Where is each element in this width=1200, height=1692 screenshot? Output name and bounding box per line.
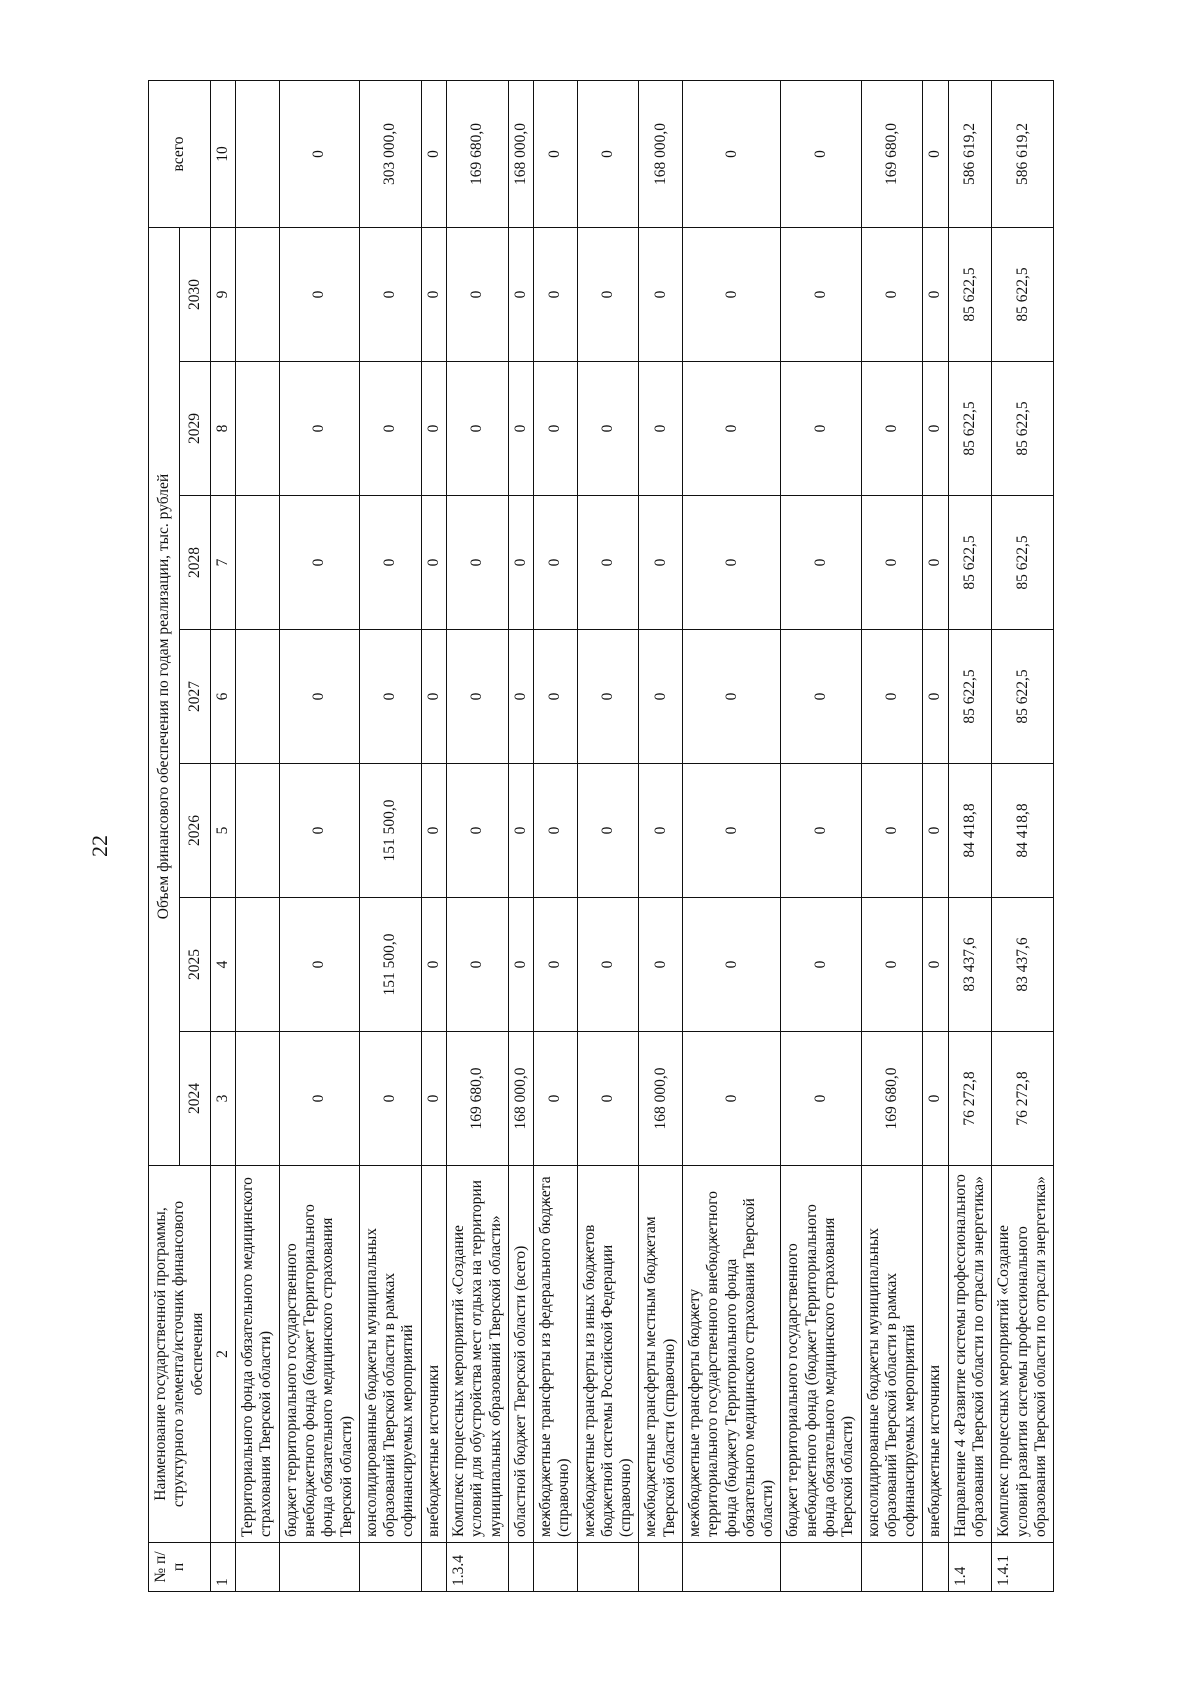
row-value: 0 [577,630,639,764]
row-total: 169 680,0 [861,81,923,228]
row-name: Комплекс процессных мероприятий «Создание условий для обустройства мест отдыха на территории муниципальных образований Тверской области» [446,1166,508,1543]
row-value: 0 [639,898,683,1032]
row-value: 0 [279,630,359,764]
row-value: 84 418,8 [948,764,992,898]
table-row [639,81,683,1592]
budget-table [148,80,1054,1592]
row-value: 168 000,0 [639,1032,683,1166]
header-year: 2026 [179,764,210,898]
row-value: 85 622,5 [992,630,1054,764]
row-value: 169 680,0 [861,1032,923,1166]
row-value [236,362,280,496]
row-value: 0 [421,228,446,362]
column-number: 5 [210,764,235,898]
row-value: 0 [923,362,948,496]
row-value: 0 [639,764,683,898]
row-value: 0 [577,1032,639,1166]
row-value: 0 [577,764,639,898]
row-name: внебюджетные источники [923,1166,948,1543]
row-name: бюджет территориального государственного внебюджетного фонда (бюджет Территориального фонда обязательного медицинского страхования Тверской области) [279,1166,359,1543]
table-row [446,81,508,1592]
row-value [236,630,280,764]
row-total: 0 [534,81,578,228]
table-row [508,81,533,1592]
row-value: 0 [446,630,508,764]
row-value: 0 [446,362,508,496]
row-value: 0 [446,496,508,630]
row-name: межбюджетные трансферты из иных бюджетов бюджетной системы Российской Федерации (справочно) [577,1166,639,1543]
row-name: Территориального фонда обязательного медицинского страхования Тверской области) [236,1166,280,1543]
row-value: 0 [683,630,781,764]
row-name: Комплекс процессных мероприятий «Создание условий развития системы профессионального образования Тверской области по отрасли энергетика» [992,1166,1054,1543]
row-total: 0 [577,81,639,228]
row-value: 0 [446,898,508,1032]
row-value: 0 [508,496,533,630]
row-value: 0 [639,630,683,764]
row-number [577,1543,639,1592]
row-name: межбюджетные трансферты местным бюджетам Тверской области (справочно) [639,1166,683,1543]
header-name-column: Наименование государственной программы, структурного элемента/источник финансового обеспечения [149,1166,211,1543]
row-number: 1.3.4 [446,1543,508,1592]
row-number [861,1543,923,1592]
row-name: бюджет территориального государственного внебюджетного фонда (бюджет Территориального фонда обязательного медицинского страхования Тверской области) [781,1166,861,1543]
row-value: 0 [861,898,923,1032]
row-number [923,1543,948,1592]
row-value: 0 [279,764,359,898]
row-value: 0 [421,630,446,764]
row-total: 168 000,0 [508,81,533,228]
row-value: 0 [534,228,578,362]
row-value: 0 [359,228,421,362]
table-row [781,81,861,1592]
row-value [236,1032,280,1166]
header-year: 2024 [179,1032,210,1166]
row-value: 0 [781,496,861,630]
table-row [992,81,1054,1592]
row-number [279,1543,359,1592]
row-value: 0 [683,496,781,630]
row-value: 0 [683,362,781,496]
column-number: 4 [210,898,235,1032]
row-value: 0 [359,1032,421,1166]
row-value: 0 [923,630,948,764]
row-value: 0 [534,496,578,630]
row-total: 0 [421,81,446,228]
header-year: 2028 [179,496,210,630]
row-value [236,496,280,630]
header-year: 2029 [179,362,210,496]
row-value: 0 [683,898,781,1032]
column-number: 9 [210,228,235,362]
table-row [923,81,948,1592]
row-value: 0 [923,764,948,898]
table-row [683,81,781,1592]
budget-table-sheet [148,80,1080,1592]
row-value: 0 [421,1032,446,1166]
row-total: 0 [923,81,948,228]
row-value: 0 [639,496,683,630]
row-value: 0 [683,228,781,362]
row-value: 151 500,0 [359,898,421,1032]
row-value: 0 [279,898,359,1032]
row-value: 0 [639,362,683,496]
row-name: консолидированные бюджеты муниципальных образований Тверской области в рамках софинансируемых мероприятий [861,1166,923,1543]
row-value: 0 [508,362,533,496]
row-value: 85 622,5 [992,496,1054,630]
row-value: 0 [508,764,533,898]
row-value: 0 [534,898,578,1032]
row-value: 0 [861,362,923,496]
row-number [236,1543,280,1592]
row-number [683,1543,781,1592]
table-row [577,81,639,1592]
row-value: 0 [534,764,578,898]
table-row [236,81,280,1592]
row-value: 0 [534,630,578,764]
row-value: 0 [781,630,861,764]
column-number: 1 [210,1543,235,1592]
row-value: 0 [577,898,639,1032]
row-name: областной бюджет Тверской области (всего) [508,1166,533,1543]
row-value: 0 [446,228,508,362]
row-value [236,228,280,362]
row-number: 1.4 [948,1543,992,1592]
table-row [279,81,359,1592]
row-value: 0 [446,764,508,898]
row-value: 83 437,6 [948,898,992,1032]
column-number: 10 [210,81,235,228]
row-value: 85 622,5 [948,630,992,764]
row-value: 0 [781,764,861,898]
row-value: 0 [781,228,861,362]
column-numbers-row [210,81,235,1592]
row-name: консолидированные бюджеты муниципальных образований Тверской области в рамках софинансируемых мероприятий [359,1166,421,1543]
column-number: 2 [210,1166,235,1543]
column-number: 6 [210,630,235,764]
row-number [508,1543,533,1592]
row-value: 0 [683,1032,781,1166]
row-total: 586 619,2 [992,81,1054,228]
row-value: 0 [577,362,639,496]
row-total: 169 680,0 [446,81,508,228]
row-total: 0 [781,81,861,228]
row-value: 0 [279,1032,359,1166]
row-value: 0 [683,764,781,898]
row-total: 0 [279,81,359,228]
row-number [359,1543,421,1592]
row-name: Направление 4 «Развитие системы профессионального образования Тверской области по отрасли энергетика» [948,1166,992,1543]
row-value: 0 [421,898,446,1032]
row-value: 0 [781,362,861,496]
header-number-column: № п/п [149,1543,211,1592]
row-total [236,81,280,228]
header-year: 2025 [179,898,210,1032]
table-row [861,81,923,1592]
row-value: 0 [577,496,639,630]
row-name: межбюджетные трансферты из федерального бюджета (справочно) [534,1166,578,1543]
row-value: 0 [781,1032,861,1166]
row-value: 0 [577,228,639,362]
row-value: 84 418,8 [992,764,1054,898]
header-row [149,81,180,1592]
row-value: 0 [359,362,421,496]
row-value [236,764,280,898]
row-value: 85 622,5 [992,228,1054,362]
row-value: 76 272,8 [948,1032,992,1166]
row-value: 0 [923,496,948,630]
row-value: 83 437,6 [992,898,1054,1032]
row-value: 0 [861,228,923,362]
table-body [236,81,1054,1592]
header-total-column: всего [149,81,211,228]
row-value: 0 [861,764,923,898]
column-number: 8 [210,362,235,496]
table-row [421,81,446,1592]
row-number [421,1543,446,1592]
row-value: 0 [923,898,948,1032]
row-value: 0 [534,1032,578,1166]
row-value: 0 [923,1032,948,1166]
row-value: 0 [534,362,578,496]
row-value: 169 680,0 [446,1032,508,1166]
row-value: 0 [861,630,923,764]
table-row [359,81,421,1592]
row-value: 85 622,5 [948,228,992,362]
row-value: 0 [781,898,861,1032]
page-number: 22 [87,835,112,857]
row-number [639,1543,683,1592]
table-row [948,81,992,1592]
header-year: 2027 [179,630,210,764]
row-value: 151 500,0 [359,764,421,898]
row-value: 85 622,5 [992,362,1054,496]
column-number: 7 [210,496,235,630]
row-total: 168 000,0 [639,81,683,228]
row-value [236,898,280,1032]
row-total: 0 [683,81,781,228]
row-value: 0 [279,362,359,496]
row-value: 76 272,8 [992,1032,1054,1166]
row-value: 0 [359,630,421,764]
row-value: 0 [359,496,421,630]
header-year: 2030 [179,228,210,362]
row-value: 0 [923,228,948,362]
row-number: 1.4.1 [992,1543,1054,1592]
row-name: внебюджетные источники [421,1166,446,1543]
header-volume-column: Объем финансового обеспечения по годам реализации, тыс. рублей [149,228,180,1166]
row-value: 0 [508,228,533,362]
row-value: 0 [421,496,446,630]
table-row [534,81,578,1592]
row-name: межбюджетные трансферты бюджету территориального государственного внебюджетного фонда (бюджету Территориального фонда обязательного медицинского страхования Тверской области) [683,1166,781,1543]
row-total: 303 000,0 [359,81,421,228]
row-value: 0 [421,362,446,496]
row-number [534,1543,578,1592]
row-total: 586 619,2 [948,81,992,228]
column-number: 3 [210,1032,235,1166]
row-value: 168 000,0 [508,1032,533,1166]
row-value: 85 622,5 [948,362,992,496]
row-value: 0 [421,764,446,898]
row-value: 0 [279,496,359,630]
row-value: 0 [508,898,533,1032]
row-value: 0 [861,496,923,630]
row-value: 85 622,5 [948,496,992,630]
row-number [781,1543,861,1592]
row-value: 0 [279,228,359,362]
row-value: 0 [639,228,683,362]
row-value: 0 [508,630,533,764]
